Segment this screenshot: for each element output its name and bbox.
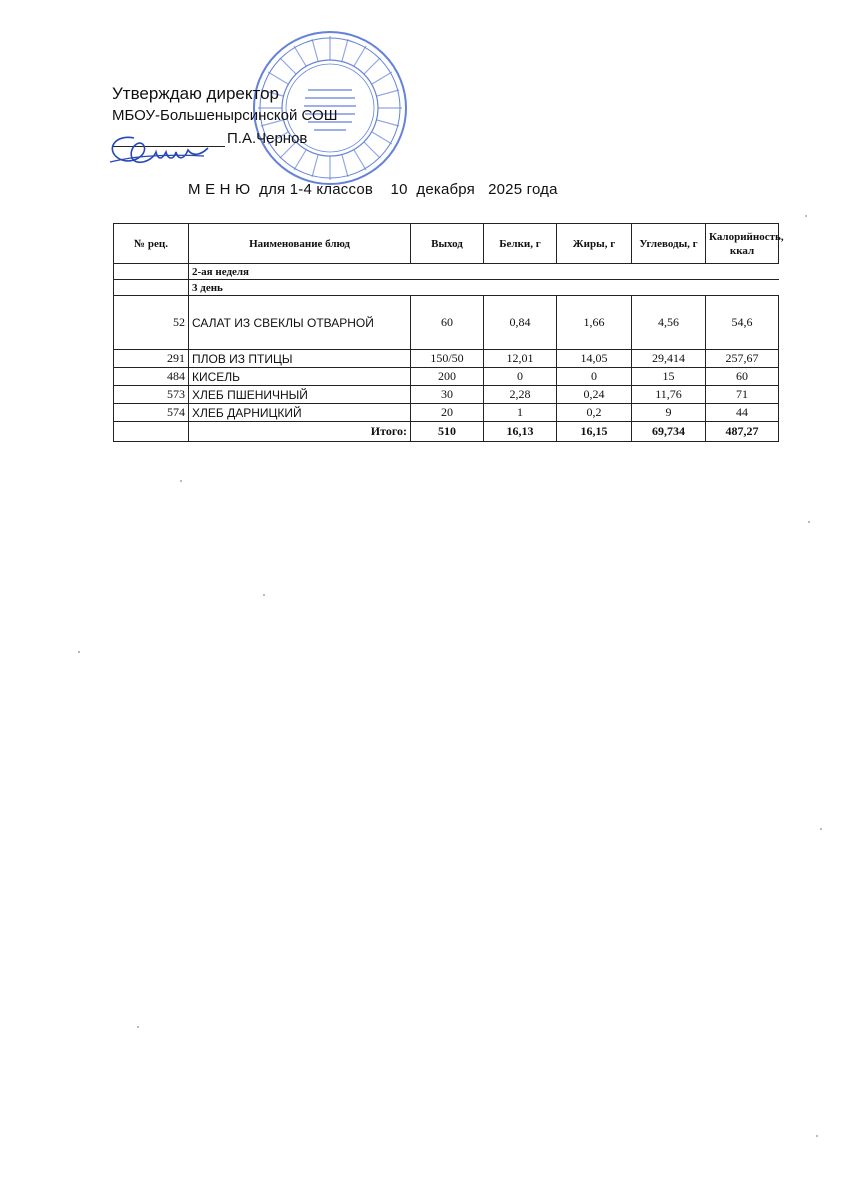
scan-speck	[78, 651, 80, 653]
scan-speck	[180, 480, 182, 482]
total-protein: 16,13	[484, 422, 557, 442]
total-empty-cell	[114, 422, 189, 442]
header-protein: Белки, г	[484, 224, 557, 264]
recipe-no: 574	[114, 404, 189, 422]
output: 60	[411, 296, 484, 350]
protein: 0	[484, 368, 557, 386]
week-row	[114, 264, 779, 280]
approval-title: Утверждаю директор	[112, 84, 280, 103]
recipe-no: 52	[114, 296, 189, 350]
header-recipe-no: № рец.	[114, 224, 189, 264]
table-row	[114, 368, 779, 386]
scan-speck	[808, 521, 810, 523]
output: 200	[411, 368, 484, 386]
header-fat: Жиры, г	[557, 224, 632, 264]
approval-block	[112, 83, 337, 127]
dish-name: ПЛОВ ИЗ ПТИЦЫ	[189, 350, 411, 368]
day-label: 3 день	[189, 280, 779, 296]
fat: 14,05	[557, 350, 632, 368]
total-row	[114, 422, 779, 442]
carbs: 11,76	[632, 386, 706, 404]
carbs: 4,56	[632, 296, 706, 350]
table-row	[114, 386, 779, 404]
carbs: 9	[632, 404, 706, 422]
carbs: 15	[632, 368, 706, 386]
dish-name: САЛАТ ИЗ СВЕКЛЫ ОТВАРНОЙ	[189, 296, 411, 350]
dish-name: КИСЕЛЬ	[189, 368, 411, 386]
signer-name: П.А.Чернов	[227, 130, 308, 147]
day-row	[114, 280, 779, 296]
dish-name: ХЛЕБ ПШЕНИЧНЫЙ	[189, 386, 411, 404]
kcal: 44	[706, 404, 779, 422]
protein: 1	[484, 404, 557, 422]
total-label: Итого:	[189, 422, 411, 442]
kcal: 71	[706, 386, 779, 404]
kcal: 60	[706, 368, 779, 386]
week-empty-cell	[114, 264, 189, 280]
kcal: 54,6	[706, 296, 779, 350]
table-row	[114, 296, 779, 350]
dish-name: ХЛЕБ ДАРНИЦКИЙ	[189, 404, 411, 422]
fat: 0,24	[557, 386, 632, 404]
scan-speck	[816, 1135, 818, 1137]
total-fat: 16,15	[557, 422, 632, 442]
table-row	[114, 404, 779, 422]
scan-speck	[137, 1026, 139, 1028]
output: 20	[411, 404, 484, 422]
recipe-no: 573	[114, 386, 189, 404]
protein: 0,84	[484, 296, 557, 350]
header-carbs: Углеводы, г	[632, 224, 706, 264]
scan-speck	[820, 828, 822, 830]
protein: 12,01	[484, 350, 557, 368]
menu-table	[113, 223, 784, 442]
fat: 0	[557, 368, 632, 386]
kcal: 257,67	[706, 350, 779, 368]
week-label: 2-ая неделя	[189, 264, 779, 280]
carbs: 29,414	[632, 350, 706, 368]
recipe-no: 291	[114, 350, 189, 368]
handwritten-signature-icon	[104, 126, 214, 174]
scan-speck	[805, 215, 807, 217]
table-header-row	[114, 224, 779, 264]
output: 30	[411, 386, 484, 404]
table-row	[114, 350, 779, 368]
protein: 2,28	[484, 386, 557, 404]
menu-title: М Е Н Ю для 1-4 классов 10 декабря 2025 года	[188, 181, 558, 198]
output: 150/50	[411, 350, 484, 368]
day-empty-cell	[114, 280, 189, 296]
recipe-no: 484	[114, 368, 189, 386]
fat: 1,66	[557, 296, 632, 350]
total-kcal: 487,27	[706, 422, 779, 442]
header-dish-name: Наименование блюд	[189, 224, 411, 264]
header-output: Выход	[411, 224, 484, 264]
fat: 0,2	[557, 404, 632, 422]
total-carbs: 69,734	[632, 422, 706, 442]
total-output: 510	[411, 422, 484, 442]
approval-school: МБОУ-Большенырсинской СОШ	[112, 107, 338, 124]
scan-speck	[263, 594, 265, 596]
header-kcal: Калорийность, ккал	[706, 224, 779, 264]
